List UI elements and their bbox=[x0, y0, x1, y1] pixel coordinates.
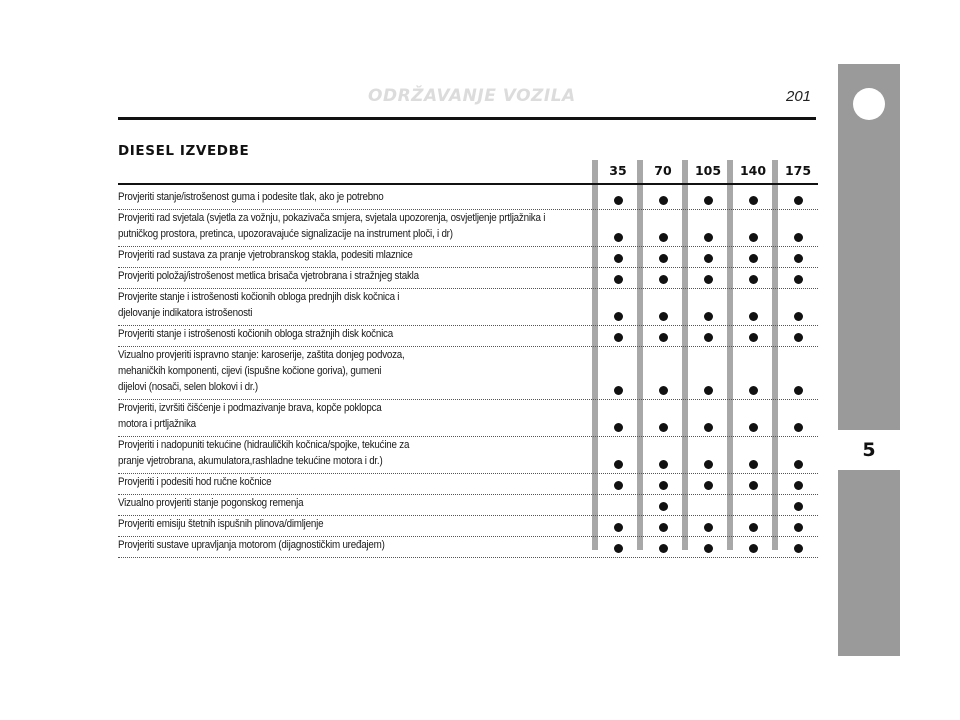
row-description-line: Provjeriti emisiju štetnih ispušnih plinova/dimljenje bbox=[118, 518, 324, 530]
table-row bbox=[118, 188, 818, 209]
interval-mark-dot bbox=[659, 523, 668, 532]
table-row bbox=[118, 267, 818, 288]
interval-mark-dot bbox=[659, 481, 668, 490]
row-description-line: Provjeriti stanje i istrošenosti kočionih obloga stražnjih disk kočnica bbox=[118, 328, 393, 340]
row-description-line: Provjeriti i nadopuniti tekućine (hidrauličkih kočnica/spojke, tekućine za bbox=[118, 439, 410, 451]
row-description bbox=[118, 516, 582, 532]
row-description-line: Provjeriti i podesiti hod ručne kočnice bbox=[118, 476, 272, 488]
table-row bbox=[118, 515, 818, 536]
chapter-number: 5 bbox=[838, 430, 900, 470]
table-row bbox=[118, 473, 818, 494]
row-description-line: putničkog prostora, pretinca, upozoravajuće signalizacije na instrument ploči, i dr) bbox=[118, 228, 453, 240]
interval-mark-dot bbox=[704, 386, 713, 395]
interval-mark-dot bbox=[659, 333, 668, 342]
table-top-rule bbox=[118, 183, 818, 185]
interval-mark-dot bbox=[659, 423, 668, 432]
interval-mark-dot bbox=[794, 523, 803, 532]
interval-mark-dot bbox=[794, 233, 803, 242]
header-rule bbox=[118, 117, 816, 120]
table-row bbox=[118, 246, 818, 267]
interval-mark-dot bbox=[794, 333, 803, 342]
interval-mark-dot bbox=[704, 481, 713, 490]
interval-mark-dot bbox=[659, 312, 668, 321]
row-description-line: Vizualno provjeriti stanje pogonskog remenja bbox=[118, 497, 304, 509]
column-header-70: 70 bbox=[654, 163, 672, 178]
interval-mark-dot bbox=[659, 460, 668, 469]
row-description-line: motora i prtljažnika bbox=[118, 418, 196, 430]
interval-mark-dot bbox=[659, 254, 668, 263]
row-description-line: Provjeriti sustave upravljanja motorom (dijagnostičkim uređajem) bbox=[118, 539, 385, 551]
interval-mark-dot bbox=[659, 386, 668, 395]
column-header-140: 140 bbox=[739, 163, 767, 178]
interval-mark-dot bbox=[749, 460, 758, 469]
row-description-line: Provjeriti, izvršiti čišćenje i podmazivanje brava, kopče poklopca bbox=[118, 402, 382, 414]
interval-mark-dot bbox=[704, 523, 713, 532]
interval-mark-dot bbox=[659, 275, 668, 284]
column-header-105: 105 bbox=[694, 163, 722, 178]
sidebar-circle-marker bbox=[853, 88, 885, 120]
interval-mark-dot bbox=[704, 233, 713, 242]
interval-mark-dot bbox=[794, 196, 803, 205]
table-row bbox=[118, 399, 818, 436]
row-description-line: Provjeriti rad svjetala (svjetla za vožnju, pokazivača smjera, svjetala upozorenja, osvjetljenje prtljažnika i bbox=[118, 212, 546, 224]
interval-mark-dot bbox=[749, 196, 758, 205]
interval-mark-dot bbox=[614, 460, 623, 469]
interval-mark-dot bbox=[614, 312, 623, 321]
row-description-line: Provjerite stanje i istrošenosti kočionih obloga prednjih disk kočnica i bbox=[118, 291, 400, 303]
interval-mark-dot bbox=[614, 333, 623, 342]
interval-mark-dot bbox=[614, 544, 623, 553]
interval-mark-dot bbox=[704, 254, 713, 263]
interval-mark-dot bbox=[704, 312, 713, 321]
chapter-sidebar bbox=[838, 64, 900, 656]
row-description bbox=[118, 247, 582, 263]
row-description bbox=[118, 326, 582, 342]
interval-mark-dot bbox=[659, 196, 668, 205]
interval-mark-dot bbox=[614, 423, 623, 432]
column-header-175: 175 bbox=[784, 163, 812, 178]
interval-mark-dot bbox=[704, 196, 713, 205]
interval-mark-dot bbox=[614, 254, 623, 263]
table-row bbox=[118, 288, 818, 325]
interval-mark-dot bbox=[704, 544, 713, 553]
table-row bbox=[118, 494, 818, 515]
section-title: DIESEL IZVEDBE bbox=[118, 143, 250, 159]
interval-mark-dot bbox=[704, 460, 713, 469]
row-description bbox=[118, 400, 582, 432]
interval-mark-dot bbox=[749, 544, 758, 553]
interval-mark-dot bbox=[749, 523, 758, 532]
row-description-line: mehaničkih komponenti, cijevi (ispušne kočione goriva), gumeni bbox=[118, 365, 382, 377]
interval-mark-dot bbox=[749, 333, 758, 342]
interval-mark-dot bbox=[704, 275, 713, 284]
interval-mark-dot bbox=[749, 275, 758, 284]
row-description bbox=[118, 347, 582, 395]
row-description bbox=[118, 495, 582, 511]
row-description bbox=[118, 537, 582, 553]
interval-mark-dot bbox=[749, 312, 758, 321]
interval-mark-dot bbox=[794, 275, 803, 284]
header-title: ODRŽAVANJE VOZILA bbox=[368, 86, 576, 106]
row-description-line: Provjeriti položaj/istrošenost metlica brisača vjetrobrana i stražnjeg stakla bbox=[118, 270, 419, 282]
interval-mark-dot bbox=[614, 523, 623, 532]
row-description bbox=[118, 474, 582, 490]
interval-mark-dot bbox=[794, 502, 803, 511]
interval-mark-dot bbox=[749, 254, 758, 263]
table-row bbox=[118, 325, 818, 346]
row-description bbox=[118, 189, 582, 205]
interval-mark-dot bbox=[704, 333, 713, 342]
interval-mark-dot bbox=[749, 423, 758, 432]
page-number: 201 bbox=[786, 88, 812, 105]
row-description-line: dijelovi (nosači, selen blokovi i dr.) bbox=[118, 381, 258, 393]
interval-mark-dot bbox=[794, 386, 803, 395]
row-description bbox=[118, 437, 582, 469]
row-description-line: pranje vjetrobrana, akumulatora,rashladne tekućine motora i dr.) bbox=[118, 455, 383, 467]
interval-mark-dot bbox=[704, 423, 713, 432]
interval-mark-dot bbox=[794, 481, 803, 490]
row-divider bbox=[118, 557, 818, 558]
interval-mark-dot bbox=[659, 544, 668, 553]
interval-mark-dot bbox=[794, 460, 803, 469]
interval-mark-dot bbox=[794, 254, 803, 263]
interval-mark-dot bbox=[614, 275, 623, 284]
interval-mark-dot bbox=[659, 233, 668, 242]
interval-mark-dot bbox=[614, 481, 623, 490]
row-description-line: Provjeriti stanje/istrošenost guma i podesite tlak, ako je potrebno bbox=[118, 191, 384, 203]
interval-mark-dot bbox=[794, 312, 803, 321]
table-row bbox=[118, 536, 818, 557]
row-description bbox=[118, 289, 582, 321]
interval-mark-dot bbox=[749, 481, 758, 490]
table-row bbox=[118, 209, 818, 246]
interval-mark-dot bbox=[794, 544, 803, 553]
row-description-line: Vizualno provjeriti ispravno stanje: karoserije, zaštita donjeg podvoza, bbox=[118, 349, 405, 361]
table-row bbox=[118, 436, 818, 473]
interval-mark-dot bbox=[749, 233, 758, 242]
interval-mark-dot bbox=[614, 196, 623, 205]
interval-mark-dot bbox=[614, 386, 623, 395]
row-description bbox=[118, 268, 582, 284]
row-description bbox=[118, 210, 582, 242]
interval-mark-dot bbox=[749, 386, 758, 395]
row-description-line: Provjeriti rad sustava za pranje vjetrobranskog stakla, podesiti mlaznice bbox=[118, 249, 413, 261]
row-description-line: djelovanje indikatora istrošenosti bbox=[118, 307, 253, 319]
interval-mark-dot bbox=[794, 423, 803, 432]
table-row bbox=[118, 346, 818, 399]
interval-mark-dot bbox=[614, 233, 623, 242]
column-header-35: 35 bbox=[609, 163, 627, 178]
interval-mark-dot bbox=[659, 502, 668, 511]
